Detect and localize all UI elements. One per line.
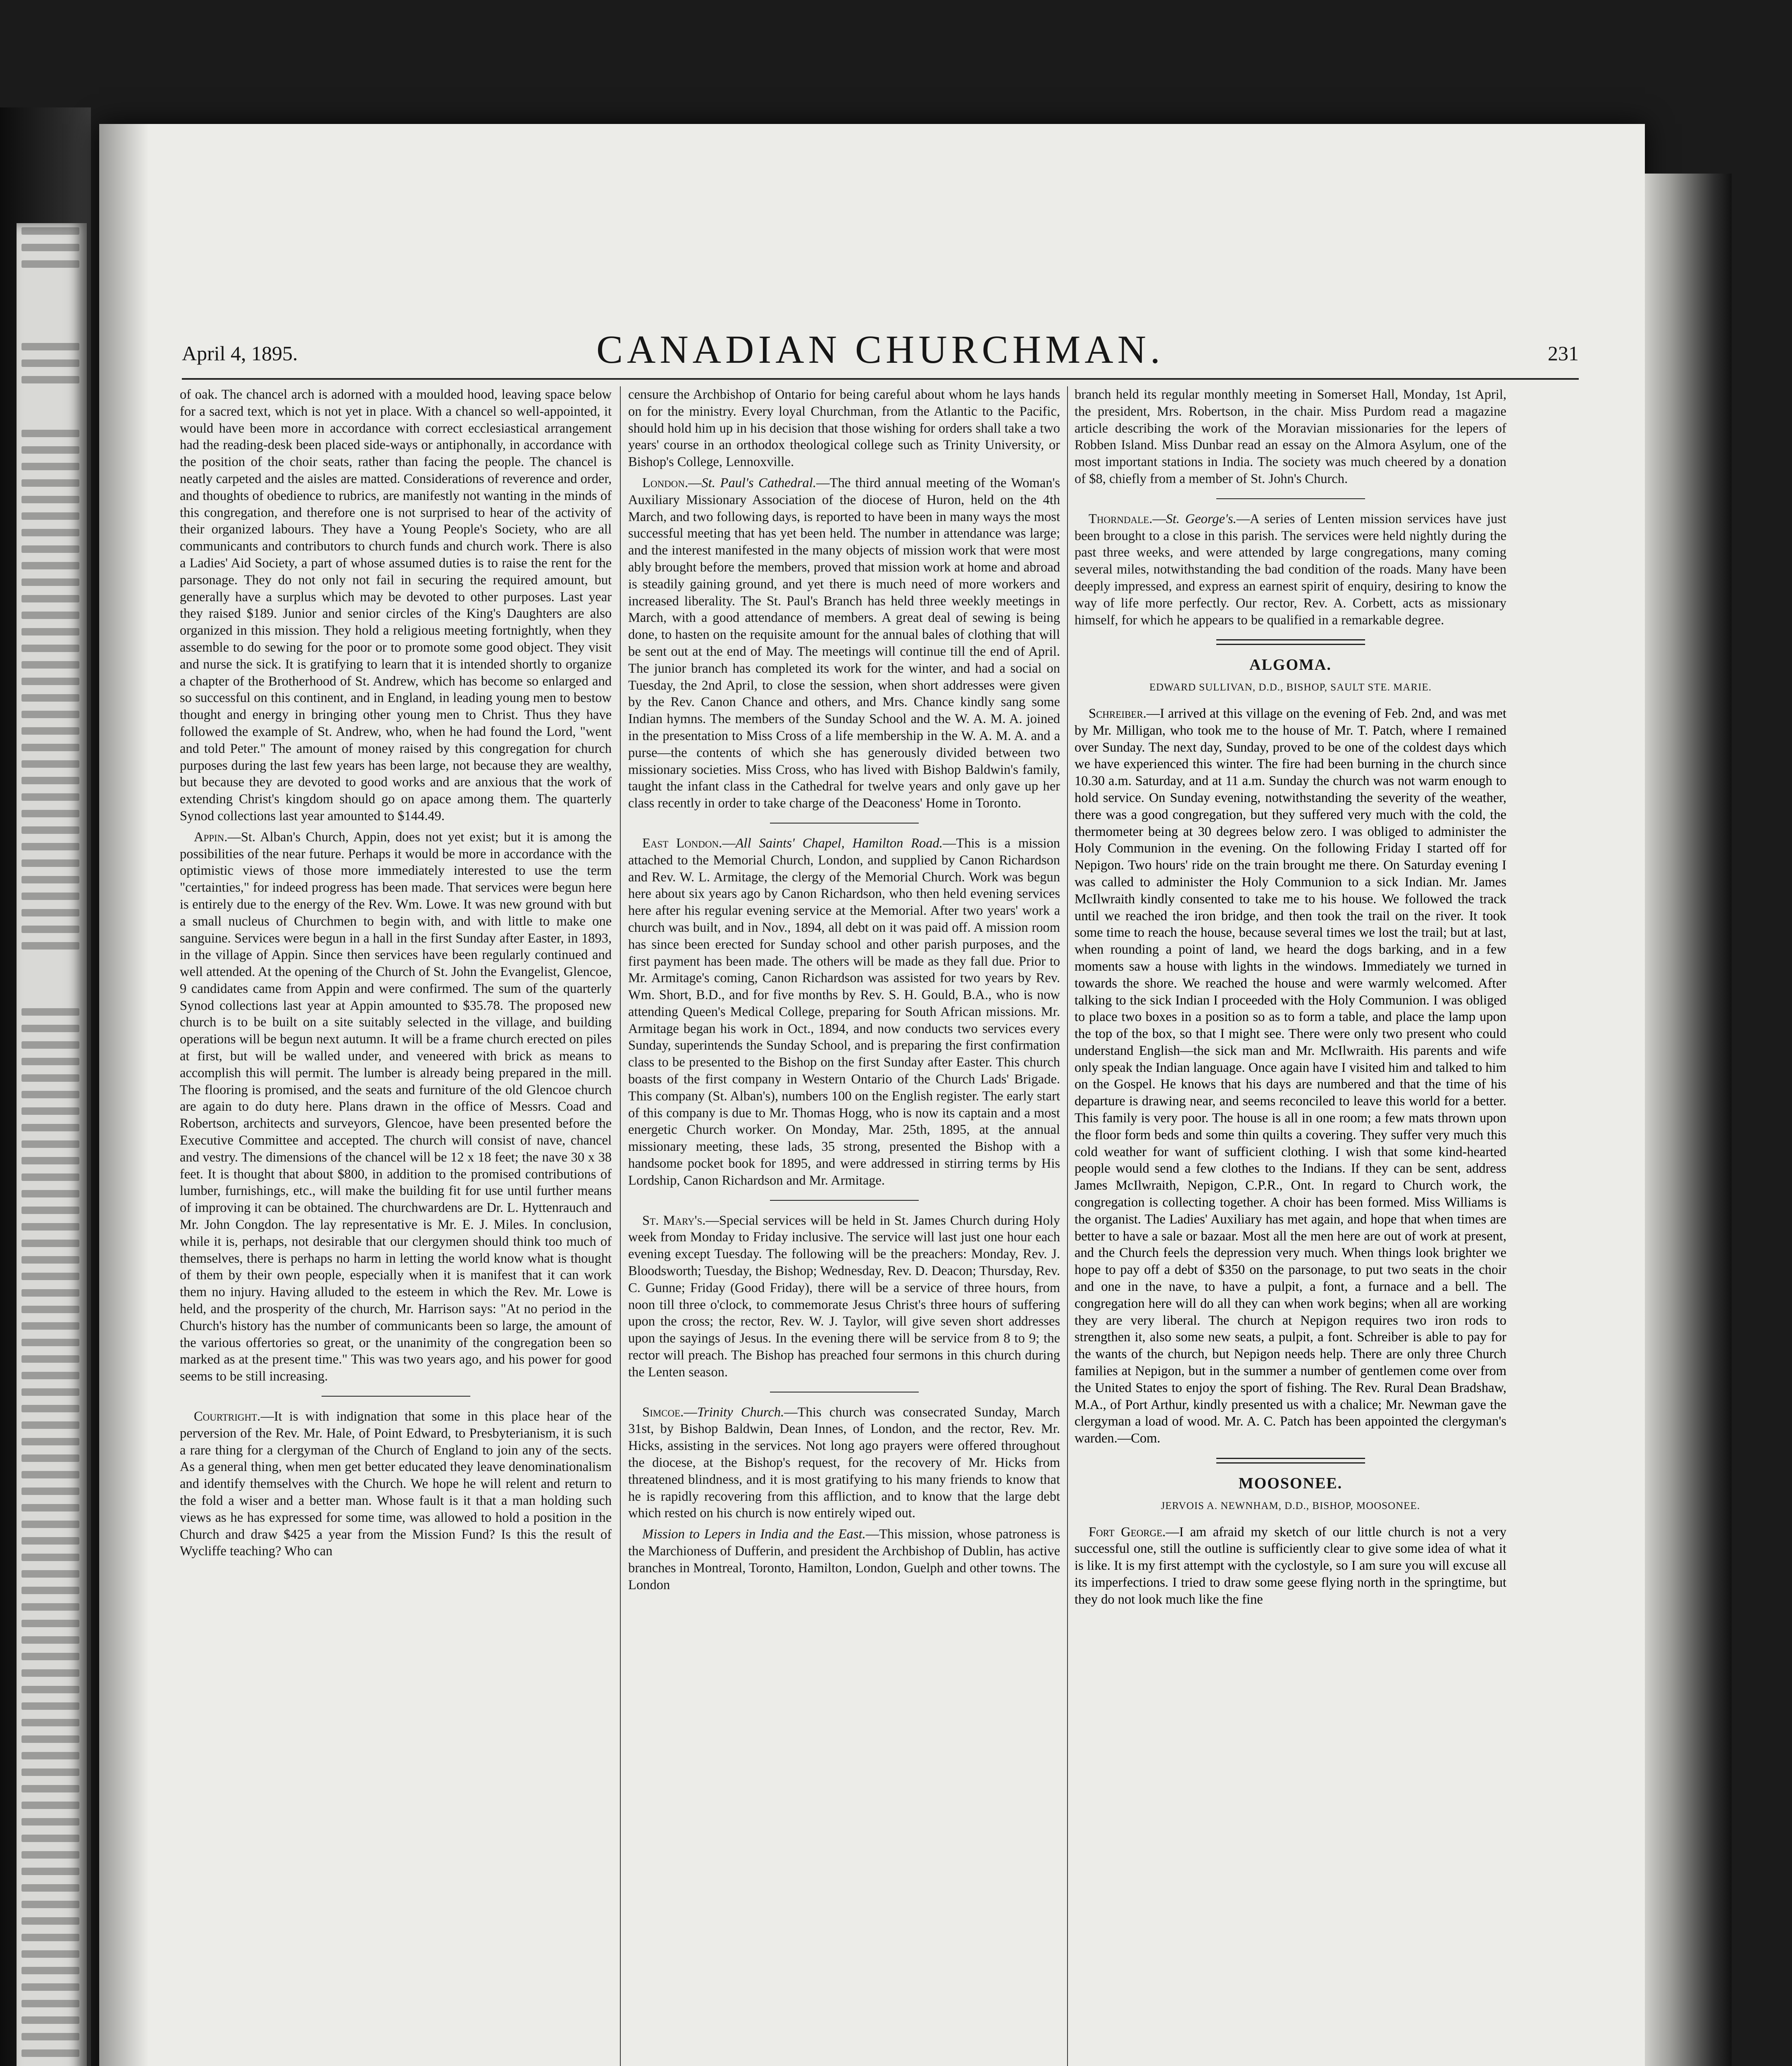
article-st-marys bbox=[628, 1212, 1060, 1381]
section-separator bbox=[1216, 1458, 1365, 1464]
place-courtright: Courtright. bbox=[194, 1409, 261, 1424]
article-east-london-body: —This is a mission attached to the Memorial Church, London, and supplied by Canon Richardson and Rev. W. L. Armitage, the clergy of the Memorial Church. Work was begun here about six years ago by Canon Richardson, who then held evening services here after his regular evening service at the Memorial. After two years' work a church was built, and in Nov., 1894, all debt on it was paid off. A mission room has since been erected for Sunday school and other parish purposes, and the first payment has been made. The others will be made as they fall due. Prior to Mr. Armitage's coming, Canon Richardson was assisted for two years by Rev. Wm. Short, B.D., and for five months by Rev. S. H. Gould, B.A., who is now attending Queen's Medical College, preparing for South African missions. Mr. Armitage began his work in Oct., 1894, and now conducts two services every Sunday, superintends the Sunday School, and is preparing the first confirmation class to be presented to the Bishop on the first Sunday after Easter. This church boasts of the first company in Western Ontario of the Church Lads' Brigade. This company (St. Alban's), numbers 100 on the English register. The early start of this company is due to Mr. Thomas Hogg, who is now its captain and a most energetic Church worker. On Monday, Mar. 25th, 1895, at the annual missionary meeting, these lads, 35 strong, presented the Bishop with a handsome pocket book for 1895, and were addressed in stirring terms by His Lordship, Canon Richardson and Mr. Armitage. bbox=[628, 835, 1060, 1188]
column-divider bbox=[1067, 386, 1068, 2066]
article-courtright-body: —It is with indignation that some in this place hear of the perversion of the Rev. Mr. Hale, of Point Edward, to Presbyterianism, it is such a rare thing for a clergyman of the Church of England to join any of the sects. As a general thing, when men get better educated they leave denominationalism and identify themselves with the Church. We hope he will relent and return to the fold a wiser and a better man. Whose fault is it that a man holding such views as he has expressed for some time, was allowed to hold a position in the Church and draw $425 a year from the Mission Fund? Is this the result of Wycliffe teaching? Who can bbox=[180, 1409, 612, 1559]
section-separator bbox=[770, 1200, 919, 1201]
bishop-line-algoma: EDWARD SULLIVAN, D.D., BISHOP, SAULT STE. MARIE. bbox=[1149, 682, 1432, 693]
masthead bbox=[182, 326, 1579, 376]
column-divider bbox=[620, 386, 621, 2066]
diocese-heading-algoma: ALGOMA. bbox=[1249, 656, 1332, 674]
section-separator bbox=[322, 1396, 470, 1397]
place-simcoe: Simcoe. bbox=[642, 1404, 684, 1420]
column-1 bbox=[180, 386, 612, 2066]
article-thorndale: Thorndale.—St. George's.—A series of Lenten mission services have just been brought to a close in this parish. The services were held nightly during the past three weeks, and were attended by large congregations, many coming several miles, notwithstanding the bad condition of the roads. Many have been deeply impressed, and express an earnest spirit of enquiry, desiring to know the way of life more perfectly. Our rector, Rev. A. Corbett, acts as missionary himself, for which he appears to be qualified in a remarkable degree. bbox=[1075, 511, 1506, 628]
article-lepers-body: —This mission, whose patroness is the Marchioness of Dufferin, and president the Archbishop of Dublin, has active branches in Montreal, Toronto, Hamilton, London, Guelph and other towns. The London bbox=[628, 1527, 1060, 1592]
article-london: London.—St. Paul's Cathedral.—The third annual meeting of the Woman's Auxiliary Missionary Association of the diocese of Huron, held on the 4th March, and two following days, is reported to have been in many ways the most successful meeting that has yet been held. The number in attendance was large; and the interest manifested in the many objects of mission work that were most ably brought before the members, proved that mission work at home and abroad is steadily gaining ground, and yet there is much need of more workers and increased liberality. The St. Paul's Branch has held three weekly meetings in March, with a good attendance of members. A great deal of sewing is being done, to hasten on the requisite amount for the annual bales of clothing that will be sent out at the end of May. The meetings will continue till the end of April. The junior branch has completed its work for the winter, and had a social on Tuesday, the 2nd April, to close the session, when short addresses were given by the Rev. Canon Chance and others, and Mrs. Chance kindly sang some Indian hymns. The members of the Sunday School and the W. A. M. A. joined in the presentation to Miss Cross of a life membership in the W. A. M. A. and a purse—the contents of which she has generously divided between two missionary societies. Miss Cross, who has lived with Bishop Baldwin's family, taught the infant class in the Cathedral for twelve years and only gave up her class recently in order to take charge of the Deaconess' Home in Toronto. bbox=[628, 475, 1060, 811]
masthead-rule bbox=[182, 378, 1579, 380]
page-number: 231 bbox=[1548, 342, 1579, 365]
section-separator bbox=[1216, 498, 1365, 499]
article-fort-george-body: —I am afraid my sketch of our little church is not a very successful one, still the outline is sufficiently clear to give some idea of what it is like. It is my first attempt with the cyclostyle, so I am sure you will excuse all its imperfections. I tried to draw some geese flying north in the springtime, but they do not look much like the fine bbox=[1075, 1524, 1506, 1607]
place-fort-george: Fort George. bbox=[1089, 1524, 1166, 1540]
column-3 bbox=[1075, 386, 1506, 2066]
article-schreiber bbox=[1075, 705, 1506, 1447]
place-thorndale: Thorndale. bbox=[1089, 511, 1153, 526]
article-schreiber-body: —I arrived at this village on the evening of Feb. 2nd, and was met by Mr. Milligan, who took me to the house of Mr. T. Patch, where I remained over Sunday. The next day, Sunday, proved to be one of the coldest days which we have experienced this winter. The fire had been burning in the church since 10.30 a.m. Saturday, and at 11 a.m. Sunday the church was not warm enough to hold service. On Sunday evening, notwithstanding the severity of the weather, there was a good congregation, but they suffered very much with the cold, the thermometer being at 30 degrees below zero. I was obliged to administer the Holy Communion in the evening. On the following Friday I started off for Nepigon. Two hours' ride on the train brought me there. On Saturday evening I was called to administer the Holy Communion to a sick Indian. Mr. James McIlwraith kindly consented to take me to his house. We followed the track until we reached the iron bridge, and then took the trail on the river. It took some time to reach the house, because several times we lost the trail; but at last, when rounding a point of land, we heard the dogs barking, and in a few moments saw a house with lights in the windows. Immediately we turned in towards the shore. We reached the house and were warmly welcomed. After talking to the sick Indian I proceeded with the Holy Communion. I was obliged to place two boxes in a position so as to form a table, and place the lamp upon the top of the box, so that I might see. There were only two present who could understand English—the sick man and Mr. McIlwraith. His parents and wife only speak the Indian language. Once again have I visited him and talked to him on the Gospel. He knows that his days are numbered and that the time of his departure is drawing near, and seems reconciled to leave this world for a better. This family is very poor. The house is all in one room; a few mats thrown upon the floor form beds and some thin quilts a covering. They suffer very much this cold weather for want of sufficient clothing. I wish that some kind-hearted people would send a few clothes to the Indians. If they can be sent, address James McIlwraith, Nepigon, C.P.R., Ont. In regard to Church work, the congregation is collecting together. A choir has been formed. Miss Williams is the organist. The Ladies' Auxiliary has met again, and hope that when times are better to have a sale or bazaar. Most all the men here are out of work at present, and the Church feels the depression very much. When things look brighter we hope to pay off a debt of $350 on the parsonage, to put two seats in the choir and one in the nave, to have a pulpit, a font, a furnace and a bell. The congregation here will do all they can when work begins; when all are working they are very liberal. The church at Nepigon requires two iron rods to strengthen it, also some new seats, a pulpit, a font. Schreiber is able to pay for the wants of the church, but Nepigon needs help. There are only three Church families at Nepigon, but in the summer a number of gentlemen come over from the United States to enjoy the sport of fishing. The Rev. Rural Dean Bradshaw, M.A., of Port Arthur, kindly presented us with a chalice; Mr. Newman gave the clergyman a load of wood. Mr. A. C. Patch has been appointed the clergyman's warden.—Com. bbox=[1075, 706, 1506, 1446]
bishop-line-moosonee: JERVOIS A. NEWNHAM, D.D., BISHOP, MOOSONEE. bbox=[1161, 1500, 1420, 1511]
article-courtright bbox=[180, 1408, 612, 1560]
article-st-marys-body: —Special services will be held in St. James Church during Holy week from Monday to Friday inclusive. The service will last just one hour each evening except Tuesday. The following will be the preachers: Monday, Rev. J. Bloodsworth; Tuesday, the Bishop; Wednesday, Rev. D. Deacon; Thursday, Rev. C. Gunne; Friday (Good Friday), there will be a service of three hours, from noon till three o'clock, to commemorate Jesus Christ's three hours of suffering upon the cross; the rector, Rev. W. J. Taylor, will give seven short addresses upon the sayings of Jesus. In the evening there will be service from 8 to 9; the rector will preach. The Bishop has preached four sermons in this church during the Lenten season. bbox=[628, 1213, 1060, 1380]
article-lepers-mission bbox=[628, 1526, 1060, 1593]
subtitle-lepers-mission: Mission to Lepers in India and the East. bbox=[642, 1527, 866, 1542]
issue-date: April 4, 1895. bbox=[182, 342, 298, 365]
section-separator bbox=[770, 823, 919, 824]
subtitle-st-pauls: St. Paul's Cathedral. bbox=[701, 475, 816, 490]
place-east-london: East London. bbox=[642, 835, 722, 851]
subtitle-all-saints: All Saints' Chapel, Hamilton Road. bbox=[735, 835, 943, 851]
article-east-london: East London.—All Saints' Chapel, Hamilton Road.—This is a mission attached to the Memorial Church, London, and supplied by Canon Richardson and Rev. W. L. Armitage, the clergy of the Memorial Church. Work was begun here about six years ago by Canon Richardson, who then held evening services here after his regular evening service at the Memorial. After two years' work a church was built, and in Nov., 1894, all debt on it was paid off. A mission room has since been erected for Sunday school and other parish purposes, and the first payment has been made. The others will be made as they fall due. Prior to Mr. Armitage's coming, Canon Richardson was assisted for two years by Rev. Wm. Short, B.D., and for five months by Rev. S. H. Gould, B.A., who is now attending Queen's Medical College, preparing for South African missions. Mr. Armitage began his work in Oct., 1894, and now conducts two services every Sunday, superintends the Sunday School, and is preparing the first confirmation class to be presented to the Bishop on the first Sunday after Easter. This church boasts of the first company in Western Ontario of the Church Lads' Brigade. This company (St. Alban's), numbers 100 on the English register. The early start of this company is due to Mr. Thomas Hogg, who is now its captain and a most energetic Church worker. On Monday, Mar. 25th, 1895, at the annual missionary meeting, these lads, 35 strong, presented the Bishop with a handsome pocket book for 1895, and were addressed in stirring terms by His Lordship, Canon Richardson and Mr. Armitage. bbox=[628, 835, 1060, 1188]
article-continuation-london-branch: branch held its regular monthly meeting in Somerset Hall, Monday, 1st April, the president, Mrs. Robertson, in the chair. Miss Purdom read a magazine article describing the work of the Moravian missionaries for the lepers of Robben Island. Miss Dunbar read an essay on the Almora Asylum, one of the most important stations in India. The society was much cheered by a donation of $8, chiefly from a member of St. John's Church. bbox=[1075, 387, 1506, 486]
subtitle-trinity: Trinity Church. bbox=[697, 1404, 784, 1420]
place-appin: Appin. bbox=[194, 829, 228, 845]
article-continuation-archbishop: censure the Archbishop of Ontario for being careful about whom he lays hands on for the ministry. Every loyal Churchman, from the Atlantic to the Pacific, should hold him up in his decision that those wishing for orders shall take a two years' course in an orthodox theological college such as Trinity University, or Bishop's College, Lennoxville. bbox=[628, 387, 1060, 470]
article-simcoe: Simcoe.—Trinity Church.—This church was consecrated Sunday, March 31st, by Bishop Baldwin, Dean Innes, of London, and the rector, Rev. Mr. Hicks, assisting in the services. Not long ago prayers were offered throughout the diocese, at the Bishop's request, for the recovery of Mr. Hicks from threatened blindness, and it is most gratifying to his many friends to know that he is rapidly recovering from this affliction, and to know that the large debt which rested on his church is now entirely wiped out. bbox=[628, 1404, 1060, 1521]
article-appin-body: —St. Alban's Church, Appin, does not yet exist; but it is among the possibilities of the near future. Perhaps it would be more in accordance with the optimistic views of those more immediately interested to use the term "certainties," for indeed progress has been made. That services were begun here is entirely due to the energy of the Rev. Wm. Lowe. It was new ground with but a small nucleus of Churchmen to begin with, and with little to make one sanguine. Services were begun in a hall in the first Sunday after Easter, in 1893, in the village of Appin. Since then services have been regularly continued and well attended. At the opening of the Church of St. John the Evangelist, Glencoe, 9 candidates came from Appin and were confirmed. The sum of the quarterly Synod collections last year at Appin amounted to $35.78. The proposed new church is to be built on a site suitably selected in the village, and building operations will be begun next autumn. It will be a frame church erected on piles at first, but will be walled under, and veneered with brick as means to accomplish this will permit. The lumber is already being prepared in the mill. The flooring is promised, and the seats and furniture of the old Glencoe church are again to do duty here. Plans drawn in the office of Messrs. Coad and Robertson, architects and surveyors, Glencoe, have been presented before the Executive Committee and accepted. The church will consist of nave, chancel and vestry. The dimensions of the chancel will be 12 x 18 feet; the nave 30 x 38 feet. It is thought that about $800, in addition to the promised contributions of lumber, furnishings, etc., will make the building fit for use until further means of improving it can be obtained. The churchwardens are Dr. L. Hyttenrauch and Mr. John Congdon. The lay representative is Mr. E. J. Miles. In conclusion, while it is, perhaps, not desirable that our clergymen should think too much of themselves, there is perhaps no harm in letting the world know what is thought of them by their own people, especially when it is manifest that it can work them no injury. Having alluded to the esteem in which the Rev. Mr. Lowe is held, and the prosperity of the church, Mr. Harrison says: "At no period in the Church's history has the number of communicants been so large, the amount of the various offertories so great, or the unanimity of the congregation been so marked as at the present time." This was two years ago, and his power for good seems to be still increasing. bbox=[180, 829, 612, 1384]
place-st-marys: St. Mary's. bbox=[642, 1213, 706, 1228]
article-continuation-glencoe: of oak. The chancel arch is adorned with a moulded hood, leaving space below for a sacred text, which is not yet in place. With a chancel so well-appointed, it would have been more in accordance with correct ecclesiastical arrangement had the reading-desk been placed side-ways or antiphonally, in accordance with the position of the choir seats, rather than facing the people. The chancel is neatly carpeted and the aisles are matted. Considerations of reverence and order, and thoughts of obedience to rubrics, are manifestly not wanting in the minds of this congregation, and therefore one is not surprised to hear of the activity of their organized labours. They have a Young People's Society, who are all communicants and contributors to church funds and church work. There is also a Ladies' Aid Society, a part of whose assumed duties is to raise the rent for the parsonage. They do not only not fail in securing the required amount, but generally have a surplus which may be devoted to other purposes. Last year they raised $189. Junior and senior circles of the King's Daughters are also organized in this mission. They hold a religious meeting fortnightly, when they assemble to do sewing for the poor or to promote some good object. They visit and nurse the sick. It is gratifying to learn that it is intended shortly to organize a chapter of the Brotherhood of St. Andrew, which has become so enlarged and so successful on this continent, and in England, in leading young men to bestow thought and energy in bringing other young men to Christ. Thus they have followed the example of St. Andrew, who, when he had found the Lord, "went and told Peter." The amount of money raised by this congregation for church purposes during the last few years has been large, not because they are wealthy, but because they are devoted to good works and are anxious that the work of extending Christ's kingdom should go on apace among them. The quarterly Synod collections last year amounted to $144.49. bbox=[180, 387, 612, 824]
page-edge-right bbox=[1645, 174, 1732, 2066]
article-london-body: —The third annual meeting of the Woman's Auxiliary Missionary Association of the diocese of Huron, held on the 4th March, and two following days, is reported to have been in many ways the most successful meeting that has yet been held. The number in attendance was large; and the interest manifested in the many objects of mission work that were most ably brought before the members, proved that mission work at home and abroad is steadily gaining ground, and yet there is much need of more workers and increased liberality. The St. Paul's Branch has held three weekly meetings in March, with a good attendance of members. A great deal of sewing is being done, to hasten on the requisite amount for the annual bales of clothing that will be sent out at the end of May. The meetings will continue till the end of April. The junior branch has completed its work for the winter, and had a social on Tuesday, the 2nd April, to close the session, when short addresses were given by the Rev. Canon Chance and others, and Mrs. Chance kindly sang some Indian hymns. The members of the Sunday School and the W. A. M. A. joined in the presentation to Miss Cross of a life membership in the W. A. M. A. and a purse—the contents of which she has generously divided between two missionary societies. Miss Cross, who has lived with Bishop Baldwin's family, taught the infant class in the Cathedral for twelve years and only gave up her class recently in order to take charge of the Deaconess' Home in Toronto. bbox=[628, 475, 1060, 811]
newspaper-title: CANADIAN CHURCHMAN. bbox=[596, 327, 1165, 371]
diocese-heading-moosonee: MOOSONEE. bbox=[1238, 1475, 1343, 1492]
place-london: London. bbox=[642, 475, 689, 490]
article-fort-george bbox=[1075, 1524, 1506, 1608]
section-separator bbox=[1216, 639, 1365, 645]
spine-shadow bbox=[99, 124, 149, 2066]
subtitle-st-georges: St. George's. bbox=[1165, 511, 1237, 526]
article-simcoe-body: —This church was consecrated Sunday, March 31st, by Bishop Baldwin, Dean Innes, of London, and the rector, Rev. Mr. Hicks, assisting in the services. Not long ago prayers were offered throughout the diocese, at the Bishop's request, for the recovery of Mr. Hicks from threatened blindness, and it is most gratifying to his many friends to know that he is rapidly recovering from this affliction, and to know that the large debt which rested on his church is now entirely wiped out. bbox=[628, 1404, 1060, 1521]
place-schreiber: Schreiber. bbox=[1089, 706, 1146, 721]
facing-page-fragment bbox=[17, 223, 87, 2066]
article-thorndale-body: —A series of Lenten mission services have just been brought to a close in this parish. The services were held nightly during the past three weeks, and were attended by large congregations, many coming several miles, notwithstanding the bad condition of the roads. Many have been deeply impressed, and express an earnest spirit of enquiry, desiring to know the way of life more perfectly. Our rector, Rev. A. Corbett, acts as missionary himself, for which he appears to be qualified in a remarkable degree. bbox=[1075, 511, 1506, 628]
article-appin bbox=[180, 829, 612, 1385]
column-2 bbox=[628, 386, 1060, 2066]
